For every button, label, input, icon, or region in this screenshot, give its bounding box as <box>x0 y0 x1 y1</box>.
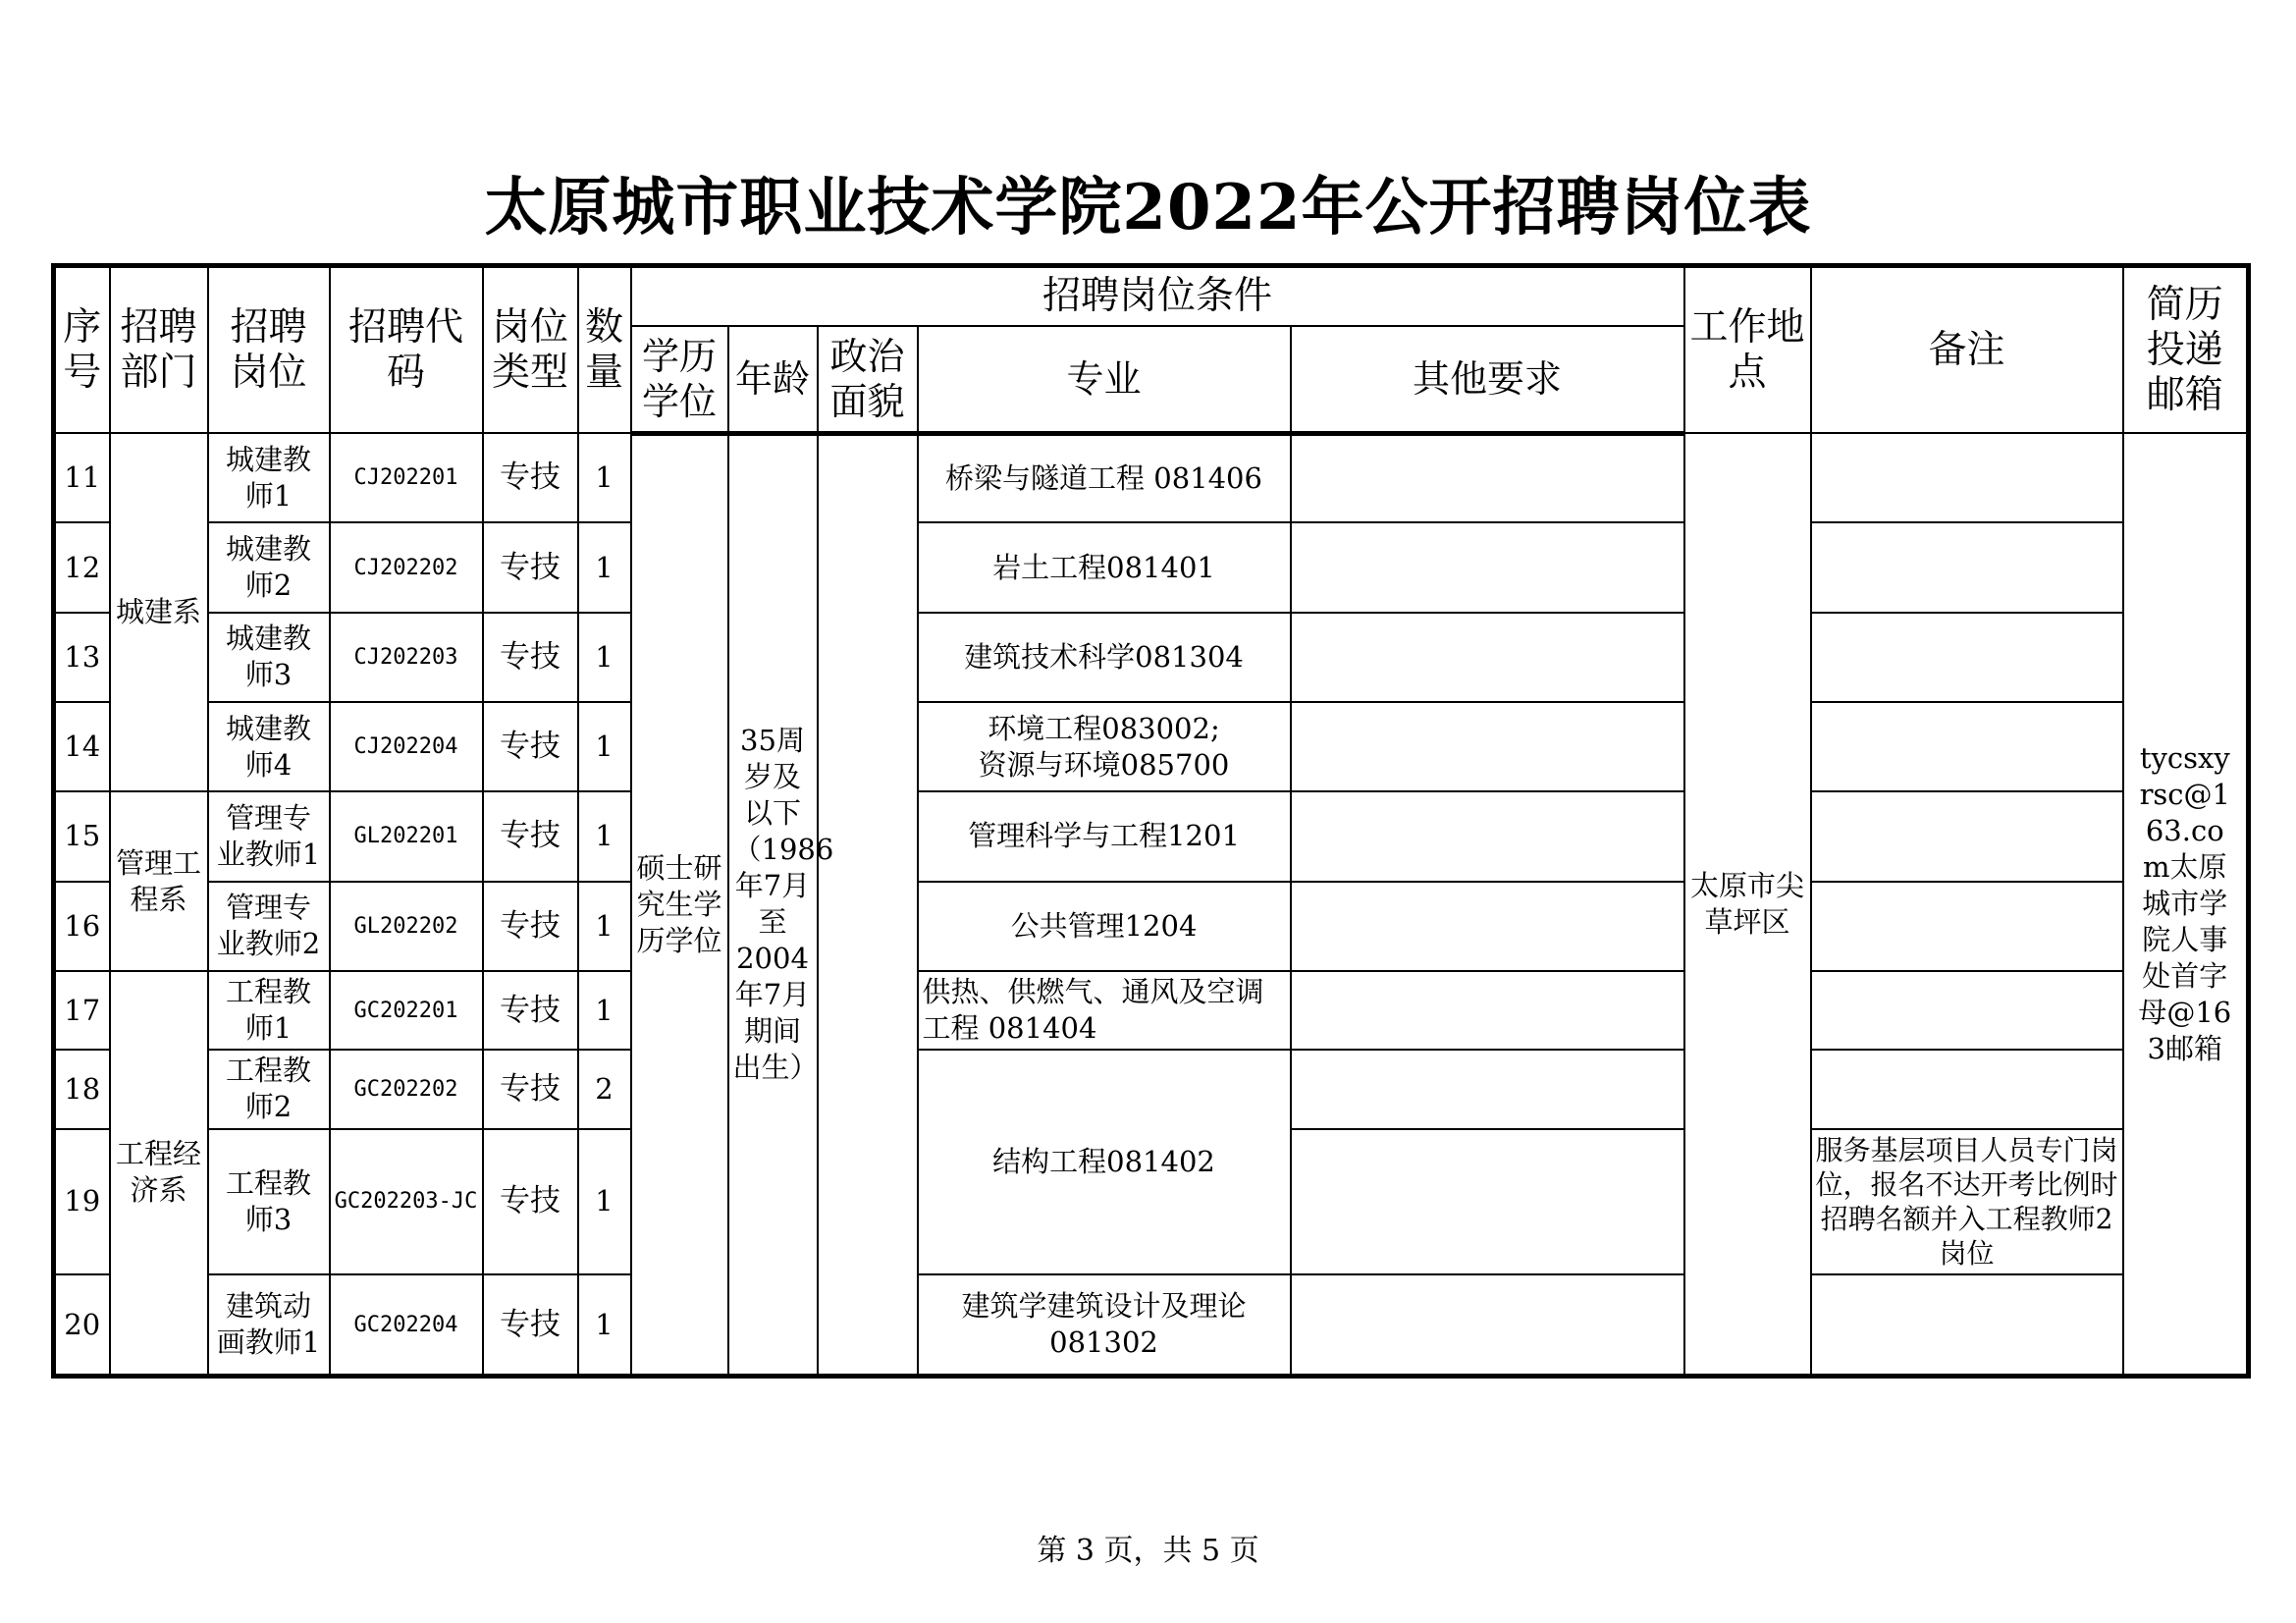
row-type: 专技 <box>483 613 578 702</box>
row-type: 专技 <box>483 882 578 971</box>
row-seq: 13 <box>54 613 110 702</box>
row-remark <box>1811 522 2123 612</box>
table-row <box>54 613 2249 702</box>
row-major: 建筑技术科学081304 <box>918 613 1291 702</box>
row-remark <box>1811 971 2123 1050</box>
row-count: 1 <box>578 433 631 522</box>
header-political: 政治面貌 <box>818 326 918 433</box>
table-row <box>54 882 2249 971</box>
row-remark: 服务基层项目人员专门岗位，报名不达开考比例时招聘名额并入工程教师2岗位 <box>1811 1129 2123 1275</box>
row-seq: 18 <box>54 1050 110 1128</box>
row-major: 桥梁与隧道工程 081406 <box>918 433 1291 522</box>
row-type: 专技 <box>483 1274 578 1376</box>
row-post: 城建教师3 <box>208 613 330 702</box>
header-location: 工作地点 <box>1684 266 1811 434</box>
header-type: 岗位类型 <box>483 266 578 434</box>
table-row <box>54 1274 2249 1376</box>
header-post: 招聘岗位 <box>208 266 330 434</box>
age-cell: 35周岁及以下（1986年7月至2004年7月期间出生） <box>728 433 818 1376</box>
row-seq: 20 <box>54 1274 110 1376</box>
row-post: 管理专业教师1 <box>208 791 330 881</box>
row-remark <box>1811 882 2123 971</box>
row-major: 管理科学与工程1201 <box>918 791 1291 881</box>
table-row <box>54 791 2249 881</box>
row-remark <box>1811 433 2123 522</box>
row-seq: 14 <box>54 702 110 791</box>
row-remark <box>1811 1274 2123 1376</box>
row-count: 1 <box>578 882 631 971</box>
row-post: 建筑动画教师1 <box>208 1274 330 1376</box>
row-remark <box>1811 613 2123 702</box>
row-major: 环境工程083002; 资源与环境085700 <box>918 702 1291 791</box>
header-email: 简历投递邮箱 <box>2123 266 2249 434</box>
row-other <box>1291 791 1684 881</box>
row-seq: 17 <box>54 971 110 1050</box>
department-cell: 城建系 <box>110 433 208 791</box>
row-major: 岩土工程081401 <box>918 522 1291 612</box>
header-seq: 序号 <box>54 266 110 434</box>
row-code: CJ202202 <box>330 522 483 612</box>
recruitment-table <box>51 263 2251 1379</box>
row-seq: 19 <box>54 1129 110 1275</box>
row-other <box>1291 702 1684 791</box>
table-row <box>54 522 2249 612</box>
row-count: 1 <box>578 1274 631 1376</box>
header-major: 专业 <box>918 326 1291 433</box>
row-major: 公共管理1204 <box>918 882 1291 971</box>
row-code: GC202204 <box>330 1274 483 1376</box>
row-other <box>1291 522 1684 612</box>
row-post: 工程教师3 <box>208 1129 330 1275</box>
row-count: 1 <box>578 791 631 881</box>
row-code: GC202202 <box>330 1050 483 1128</box>
row-seq: 12 <box>54 522 110 612</box>
row-other <box>1291 433 1684 522</box>
row-type: 专技 <box>483 971 578 1050</box>
row-code: GC202203-JC <box>330 1129 483 1275</box>
row-type: 专技 <box>483 1129 578 1275</box>
row-code: CJ202204 <box>330 702 483 791</box>
header-conditions: 招聘岗位条件 <box>631 266 1684 326</box>
row-type: 专技 <box>483 522 578 612</box>
row-code: GL202202 <box>330 882 483 971</box>
row-other <box>1291 1274 1684 1376</box>
row-type: 专技 <box>483 1050 578 1128</box>
department-cell: 工程经济系 <box>110 971 208 1377</box>
header-education: 学历学位 <box>631 326 728 433</box>
row-other <box>1291 613 1684 702</box>
location-cell: 太原市尖草坪区 <box>1684 433 1811 1376</box>
row-type: 专技 <box>483 702 578 791</box>
row-code: GC202201 <box>330 971 483 1050</box>
header-age: 年龄 <box>728 326 818 433</box>
row-count: 1 <box>578 702 631 791</box>
page-title: 太原城市职业技术学院2022年公开招聘岗位表 <box>484 171 1812 244</box>
page-footer: 第 3 页，共 5 页 <box>1037 1534 1259 1568</box>
row-major: 供热、供燃气、通风及空调工程 081404 <box>918 971 1291 1050</box>
row-seq: 15 <box>54 791 110 881</box>
row-type: 专技 <box>483 433 578 522</box>
department-cell: 管理工程系 <box>110 791 208 971</box>
row-major: 建筑学建筑设计及理论081302 <box>918 1274 1291 1376</box>
table-row <box>54 702 2249 791</box>
row-other <box>1291 971 1684 1050</box>
row-seq: 11 <box>54 433 110 522</box>
row-other <box>1291 882 1684 971</box>
row-post: 城建教师4 <box>208 702 330 791</box>
row-remark <box>1811 702 2123 791</box>
header-code: 招聘代码 <box>330 266 483 434</box>
row-count: 1 <box>578 971 631 1050</box>
table-row <box>54 1050 2249 1128</box>
header-other: 其他要求 <box>1291 326 1684 433</box>
row-count: 1 <box>578 1129 631 1275</box>
row-code: CJ202201 <box>330 433 483 522</box>
row-other <box>1291 1050 1684 1128</box>
row-post: 管理专业教师2 <box>208 882 330 971</box>
row-seq: 16 <box>54 882 110 971</box>
education-cell: 硕士研究生学历学位 <box>631 433 728 1376</box>
political-cell <box>818 433 918 1376</box>
row-remark <box>1811 1050 2123 1128</box>
row-count: 1 <box>578 522 631 612</box>
row-other <box>1291 1129 1684 1275</box>
row-code: GL202201 <box>330 791 483 881</box>
row-post: 城建教师1 <box>208 433 330 522</box>
header-remark: 备注 <box>1811 266 2123 434</box>
row-post: 城建教师2 <box>208 522 330 612</box>
table-row <box>54 971 2249 1050</box>
row-post: 工程教师2 <box>208 1050 330 1128</box>
row-remark <box>1811 791 2123 881</box>
row-type: 专技 <box>483 791 578 881</box>
row-post: 工程教师1 <box>208 971 330 1050</box>
row-code: CJ202203 <box>330 613 483 702</box>
row-count: 1 <box>578 613 631 702</box>
email-cell: tycsxyrsc@163.com太原城市学院人事处首字母@163邮箱 <box>2123 433 2249 1376</box>
header-dept: 招聘部门 <box>110 266 208 434</box>
header-count: 数量 <box>578 266 631 434</box>
row-major: 结构工程081402 <box>918 1050 1291 1274</box>
table-row <box>54 433 2249 522</box>
row-count: 2 <box>578 1050 631 1128</box>
